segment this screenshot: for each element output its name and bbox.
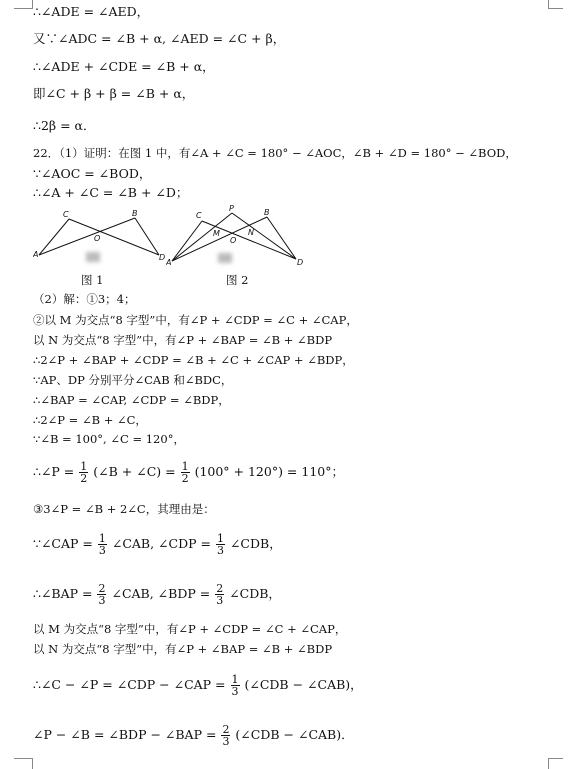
point-label-p: P xyxy=(229,204,234,213)
equation-text: (∠CDB − ∠CAB)， xyxy=(244,677,363,692)
point-label-d: D xyxy=(297,258,304,267)
text-line: ∴2∠P + ∠BAP + ∠CDP = ∠B + ∠C + ∠CAP + ∠BDP， xyxy=(33,353,354,367)
fraction: $\frac{2}{3}$ xyxy=(98,582,106,607)
point-label-b: B xyxy=(132,209,138,218)
corner-mark-bottom-right xyxy=(548,758,563,769)
point-label-o: O xyxy=(230,236,237,245)
text-line: ∴∠ADE = ∠AED， xyxy=(33,4,150,19)
equation-text: ∴∠BAP = xyxy=(33,586,93,601)
point-label-m: M xyxy=(213,229,220,238)
text-line: ∴2β = α． xyxy=(33,118,96,133)
fraction: $\frac{1}{3}$ xyxy=(98,532,106,557)
equation-text: (∠B + ∠C) = xyxy=(93,464,176,479)
corner-mark-top-left xyxy=(14,0,33,9)
equation-text: ∴∠C − ∠P = ∠CDP − ∠CAP = xyxy=(33,677,226,692)
text-line: ∴∠A + ∠C = ∠B + ∠D； xyxy=(33,185,189,200)
equation-line xyxy=(33,583,281,606)
point-label-c: C xyxy=(63,210,69,219)
text-line: ∵AP、DP 分别平分∠CAB 和∠BDC， xyxy=(33,373,233,387)
equation-line xyxy=(33,533,282,556)
equation-line xyxy=(33,724,354,747)
equation-line xyxy=(33,674,363,697)
text-line: 以 N 为交点“8 字型”中，有∠P + ∠BAP = ∠B + ∠BDP xyxy=(33,642,333,656)
corner-mark-bottom-left xyxy=(14,758,33,769)
figure-2 xyxy=(166,203,306,269)
equation-line xyxy=(33,461,344,484)
text-line: （2）解：①3；4； xyxy=(33,292,136,306)
figure-2-caption: 图 2 xyxy=(226,273,249,287)
fraction: $\frac{1}{2}$ xyxy=(80,460,88,485)
text-line: ②以 M 为交点“8 字型”中，有∠P + ∠CDP = ∠C + ∠CAP， xyxy=(33,313,358,327)
point-label-n: N xyxy=(248,228,254,237)
fraction: $\frac{1}{3}$ xyxy=(231,673,239,698)
text-line: 又∵∠ADC = ∠B + α, ∠AED = ∠C + β， xyxy=(33,31,286,46)
equation-text: ∠CDB， xyxy=(229,586,281,601)
point-label-a: A xyxy=(33,250,39,259)
text-line: 以 M 为交点“8 字型”中，有∠P + ∠CDP = ∠C + ∠CAP， xyxy=(33,622,347,636)
text-line: ∴2∠P = ∠B + ∠C， xyxy=(33,413,147,427)
point-label-o: O xyxy=(94,234,101,243)
text-line: ∵∠B = 100°, ∠C = 120°， xyxy=(33,432,185,446)
equation-text: ∠CAB, ∠CDP = xyxy=(111,536,211,551)
fraction: $\frac{2}{3}$ xyxy=(222,723,230,748)
watermark-smudge xyxy=(218,253,232,263)
text-line: 22．（1）证明：在图 1 中，有∠A + ∠C = 180° − ∠AOC，∠B + ∠D = 180° − ∠BOD， xyxy=(33,146,517,160)
text-line: ∵∠AOC = ∠BOD， xyxy=(33,166,152,181)
point-label-b: B xyxy=(264,208,270,217)
text-line: 即∠C + β + β = ∠B + α， xyxy=(33,86,195,101)
figure-1-caption: 图 1 xyxy=(81,273,104,287)
fraction: $\frac{1}{3}$ xyxy=(216,532,224,557)
figure-1 xyxy=(33,205,173,267)
equation-text: ∠CAB, ∠BDP = xyxy=(111,586,211,601)
point-label-d: D xyxy=(159,253,166,262)
equation-text: ∠P − ∠B = ∠BDP − ∠BAP = xyxy=(33,727,217,742)
text-line: 以 N 为交点“8 字型”中，有∠P + ∠BAP = ∠B + ∠BDP xyxy=(33,333,333,347)
equation-text: (∠CDB − ∠CAB)． xyxy=(235,727,354,742)
text-line: ∴∠BAP = ∠CAP, ∠CDP = ∠BDP， xyxy=(33,393,230,407)
equation-text: ∵∠CAP = xyxy=(33,536,93,551)
corner-mark-top-right xyxy=(548,0,563,9)
equation-text: ∠CDB， xyxy=(229,536,282,551)
equation-text: (100° + 120°) = 110°； xyxy=(194,464,344,479)
fraction: $\frac{1}{2}$ xyxy=(181,460,189,485)
text-line: ③3∠P = ∠B + 2∠C，其理由是： xyxy=(33,502,215,516)
fraction: $\frac{2}{3}$ xyxy=(216,582,224,607)
text-line: ∴∠ADE + ∠CDE = ∠B + α， xyxy=(33,59,215,74)
equation-text: ∴∠P = xyxy=(33,464,75,479)
point-label-c: C xyxy=(196,211,202,220)
point-label-a: A xyxy=(166,258,172,267)
watermark-smudge xyxy=(86,252,100,262)
